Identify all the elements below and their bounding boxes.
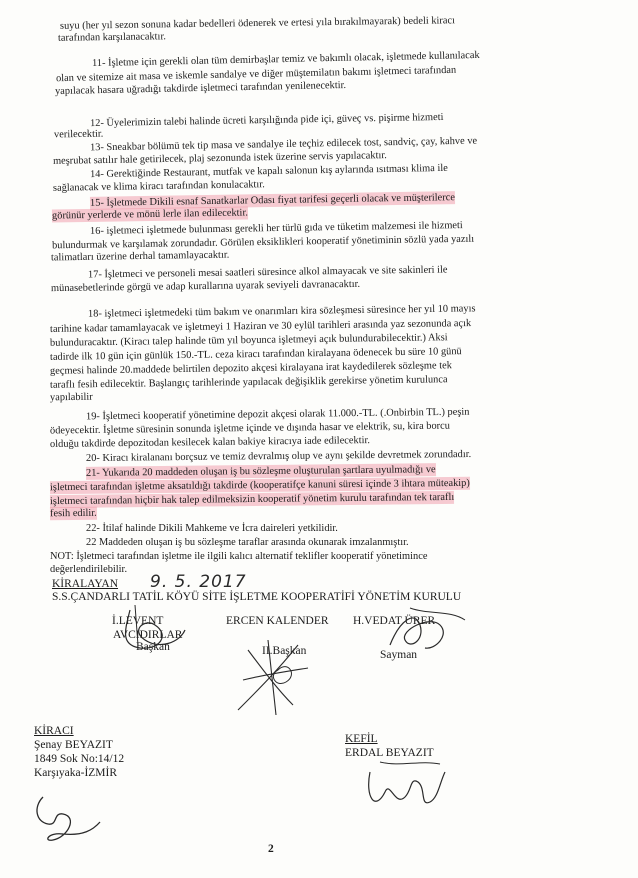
text-line: verilecektir. — [53, 128, 104, 141]
signature-guarantor — [360, 752, 450, 822]
page-number: 2 — [268, 843, 274, 855]
guarantor-name: ERDAL BEYAZIT — [345, 747, 434, 759]
board-member-role: Sayman — [380, 649, 418, 661]
text-line: 20- Kiracı kiralananı borçsuz ve temiz devralmış olup ve aynı şekilde devretmek zorundadır. — [85, 448, 472, 465]
text-line: tarafından karşılanacaktır. — [57, 31, 166, 44]
text-line: bulunduracaktır. (Kiracı talep halinde tüm yıl boyunca işletmeyi açık bulundurabilecektir.) Aksi — [49, 332, 448, 349]
text-line: NOT: İşletmeci tarafından işletme ile ilgili kalıcı alternatif teklifler kooperatif yönetimince — [50, 551, 428, 562]
text-line: talimatları üzerine derhal tamamlayacaktır. — [50, 249, 230, 264]
highlight-mark: işletmeci tarafından işletme aksatıldığı takdirde (kooperatifçe kanuni süresi içinde 3 ihtara müteakip) — [49, 477, 470, 494]
board-member-name: ERCEN KALENDER — [226, 615, 329, 627]
tenant-line: Şenay BEYAZIT — [34, 739, 113, 751]
text-line: suyu (her yıl sezon sonuna kadar bedelleri ödenerek ve ertesi yıla bırakılmayarak) bedeli kiracı — [59, 15, 456, 32]
highlight-mark: 21- Yukarıda 20 maddeden oluşan iş bu sözleşme oluşturulan şartlara uyulmadığı ve — [85, 464, 436, 479]
text-line: 18- işletmeci işletmedeki tüm bakım ve onarımları kira sözleşmesi süresince her yıl 10 mayıs — [87, 303, 476, 320]
text-line: tadirde ilk 10 gün için günlük 150.-TL. ceza kiracı tarafından kiralayana ödenecek bu süre 10 günü — [49, 346, 462, 363]
text-line: münasebetlerinde görgü ve adap kurallarına uyarak seviyeli davranacaktır. — [50, 278, 361, 295]
text-line: meşrubat satılır hale getirilecek, plaj sezonunda istek üzerine servis yapılacaktır. — [52, 150, 387, 167]
highlight-mark: görünür yerlerde ve mönü lerle ilan edilecektir. — [51, 207, 248, 222]
board-member-name: H.VEDAT ÜRER — [353, 615, 436, 627]
highlight-mark: işletmeci tarafından hiçbir hak talep edilmeksizin kooperatif yönetim kurulu tarafından tek taraflı — [49, 491, 455, 508]
text-line: olan ve sitemize ait masa ve iskemle sandalye ve diğer müştemilatın bakımı işletmeci tarafından — [55, 64, 457, 85]
handwritten-date: 9. 5. 2017 — [150, 572, 247, 592]
highlight-mark: 15- İşletmede Dikili esnaf Sanatkarlar Odası fiyat tarifesi geçerli olacak ve müşterilerce — [89, 192, 456, 209]
text-line: 19- İşletmeci kooperatif yönetimine depozit akçesi olarak 11.000.-TL. (.Onbirbin TL.) peşin — [85, 406, 470, 423]
text-line: 22- İtilaf halinde Dikili Mahkeme ve İcra daireleri yetkilidir. — [86, 523, 338, 534]
guarantor-heading: KEFİL — [345, 733, 378, 745]
lessor-heading: KİRALAYAN — [52, 578, 119, 590]
text-line: taraflı fesih edilecektir. Başlangıç tarihlerinde yapılacak değişiklik gerekirse yönetim kurulunca — [49, 374, 448, 391]
text-line: değerlendirilebilir. — [50, 564, 128, 575]
text-line: 13- Sneakbar bölümü tek tip masa ve sandalye ile teçhiz edilecek tost, sandviç, çay, kahve ve — [89, 135, 478, 154]
text-line: 17- İşletmeci ve personeli mesai saatleri süresince alkol almayacak ve site sakinleri ile — [87, 264, 448, 281]
highlighted-line — [52, 206, 248, 222]
highlight-mark: fesih edilir. — [49, 507, 97, 520]
text-line: tarihine kadar tamamlayacak ve işletmeyi 1 Haziran ve 30 eylül tarihleri arasında yaz sezonunda açık — [49, 318, 472, 335]
tenant-line: Karşıyaka-İZMİR — [34, 767, 118, 779]
cooperative-name: S.S.ÇANDARLI TATİL KÖYÜ SİTE İŞLETME KOOPERATİFİ YÖNETİM KURULU — [52, 591, 462, 603]
signature-levent — [100, 600, 200, 660]
text-line: ödeyecektir. İşletme süresinin sonunda işletme içinde ve dışında hasar ve elektrik, su, kira borcu — [49, 420, 450, 437]
text-line: yapılacak hasara uğradığı takdirde işletmeci tarafından yenilenecektir. — [54, 79, 347, 98]
text-line: 12- Üyelerimizin talebi halinde ücreti karşılığında pide içi, güveç vs. pişirme hizmeti — [89, 111, 444, 130]
signature-vedat — [380, 600, 470, 660]
text-line: geçmesi halinde 20.maddede belirtilen depozito akçesi kiralayana irat kaydedilerek sözleşme tek — [49, 360, 452, 377]
highlighted-line — [50, 507, 97, 520]
tenant-heading: KİRACI — [34, 725, 74, 737]
text-line: 14- Gerektiğinde Restaurant, mutfak ve kapalı salonun kış aylarında ısıtması klima ile — [89, 162, 448, 181]
board-member-name: AVCIDIRLAR — [113, 629, 183, 641]
board-member-name: İ.LEVENT — [112, 615, 164, 627]
text-line: yapılabilir — [49, 391, 93, 404]
tenant-line: 1849 Sok No:14/12 — [34, 753, 125, 765]
text-line: bulundurmak ve karşılamak zorundadır. Görülen eksiklikleri kooperatif yönetiminin sözlü yada yazılı — [51, 233, 475, 252]
board-member-role: II.Başkan — [262, 645, 307, 657]
board-member-role: Başkan — [136, 641, 170, 653]
text-line: 11- İşletme için gerekli olan tüm demirbaşlar temiz ve bakımlı olacak, işletmede kullanılacak — [91, 49, 480, 70]
text-line: olduğu takdirde depozitodan kesilecek kalan bakiye kiracıya iade edilecektir. — [49, 435, 371, 450]
text-line: 16- işletmeci işletmede bulunması gerekli her türlü gıda ve tüketim malzemesi ile hizmeti — [89, 220, 463, 237]
signature-ercen — [228, 630, 318, 720]
highlighted-line — [90, 191, 455, 210]
signature-tenant — [28, 782, 108, 852]
text-line: 22 Maddeden oluşan iş bu sözleşme taraflar arasında okunarak imzalanmıştır. — [86, 537, 409, 548]
text-line: sağlanacak ve klima kiracı tarafından konulacaktır. — [52, 179, 265, 194]
